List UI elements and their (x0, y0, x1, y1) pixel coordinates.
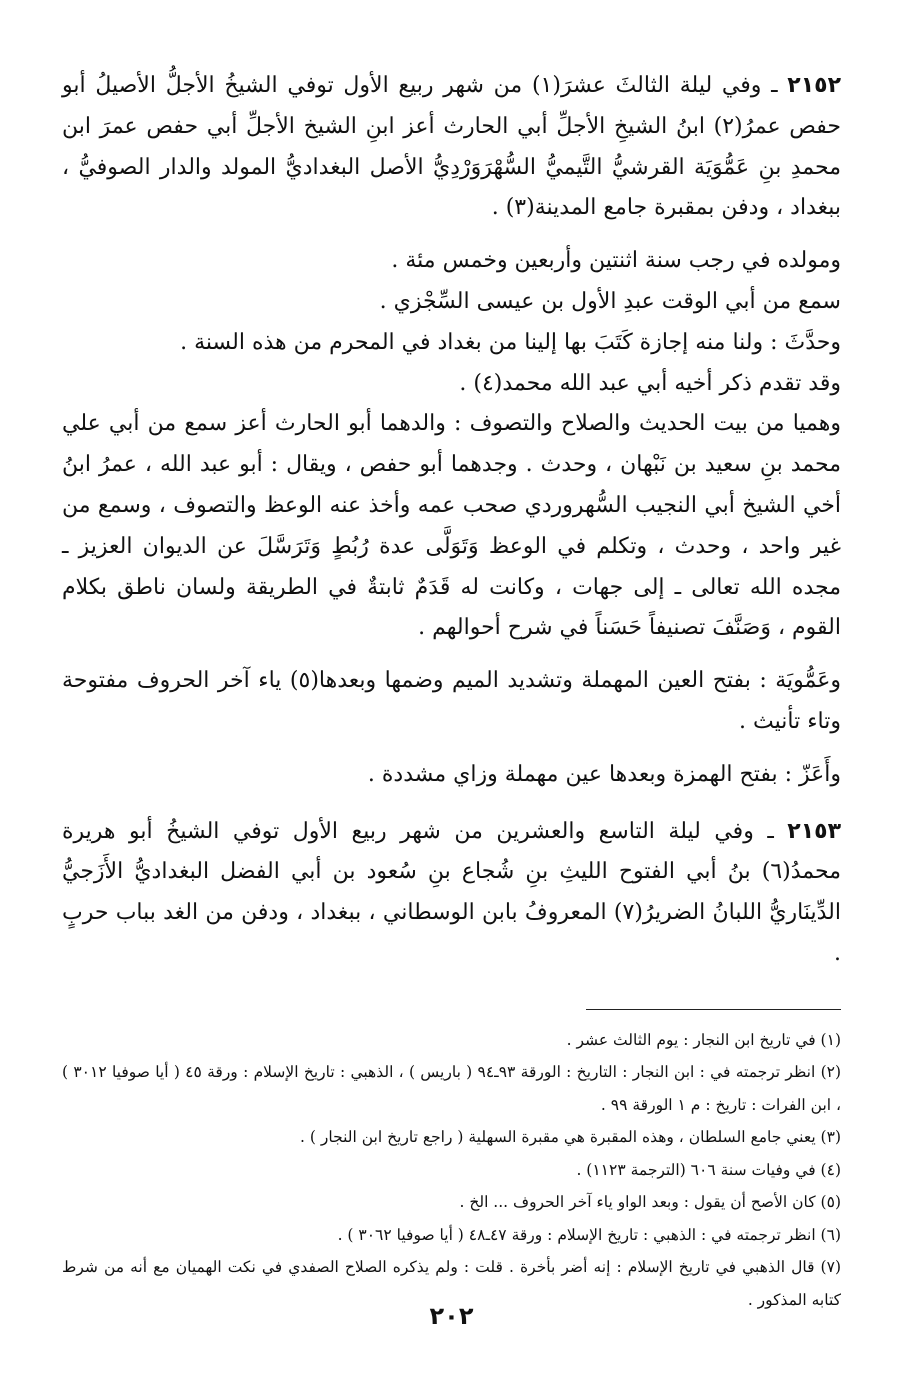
footnote-7: (٧) قال الذهبي في تاريخ الإسلام : إنه أضر بأخرة . قلت : ولم يذكره الصلاح الصفدي في نكت الهميان مع أنه من شرط كتابه المذكور . (62, 1258, 841, 1309)
page-number: ٢٠٢ (429, 1302, 474, 1330)
entry-number: ٢١٥٢ (787, 73, 841, 98)
footnote-4: (٤) في وفيات سنة ٦٠٦ (الترجمة ١١٢٣) . (576, 1160, 841, 1179)
footnote-1: (١) في تاريخ ابن النجار : يوم الثالث عشر . (566, 1030, 841, 1049)
entry-text: ـ وفي ليلة التاسع والعشرين من شهر ربيع الأول توفي الشيخُ أبو هريرة محمدُ(٦) بنُ أبي الفتوح الليثِ بنِ شُجاع بنِ سُعود بن أبي الفضل البغداديُّ الأَزَجيُّ الدِّينَاريُّ اللبانُ الضريرُ(٧) المعروفُ بابن الوسطاني ، ببغداد ، ودفن من الغد بباب حربٍ . (62, 818, 841, 966)
paragraph-family: وهميا من بيت الحديث والصلاح والتصوف : والدهما أبو الحارث أعز سمع من أبي علي محمد بنِ سعيد بن نَبْهان ، وحدث . وجدهما أبو حفص ، ويقال : أبو عبد الله ، عمرُ ابنُ أخي الشيخ أبي النجيب السُّهروردي صحب عمه وأخذ عنه الوعظ والتصوف ، وسمع من غير واحد ، وحدث ، وتكلم في الوعظ وَتَوَلَّى عدة رُبُطٍ وَتَرَسَّلَ عن الديوان العزيز ـ مجده الله تعالى ـ إلى جهات ، وكانت له قَدَمٌ ثابتةٌ في الطريقة ولسان ناطق بكلام القوم ، وَصَنَّفَ تصنيفاً حَسَناً في شرح أحوالهم . (62, 411, 841, 641)
footnote-2: (٢) انظر ترجمته في : ابن النجار : التاريخ : الورقة ٩٣ـ٩٤ ( باريس ) ، الذهبي : تاريخ الإسلام : ورقة ٤٥ ( أيا صوفيا ٣٠١٢ ) ، ابن الفرات : تاريخ : م ١ الورقة ٩٩ . (62, 1063, 842, 1114)
footnote-6: (٦) انظر ترجمته في : الذهبي : تاريخ الإسلام : ورقة ٤٧ـ٤٨ ( أيا صوفيا ٣٠٦٢ ) . (337, 1225, 841, 1244)
footnotes (62, 1024, 841, 1317)
footnote-divider (586, 1009, 841, 1010)
entry-2153 (62, 812, 841, 975)
entry-number: ٢١٥٣ (787, 818, 841, 844)
entry-text: ـ وفي ليلة الثالثَ عشرَ(١) من شهر ربيع الأول توفي الشيخُ الأجلُّ الأصيلُ أبو حفص عمرُ(٢) ابنُ الشيخِ الأجلِّ أبي الحارث أعز ابنِ الشيخ الأجلِّ أبي حفص عمرَ ابن محمدِ بنِ عَمُّوَيَة القرشيُّ التَّيميُّ السُّهْرَوَرْدِيُّ الأصل البغداديُّ المولد والدار الصوفيُّ ، ببغداد ، ودفن بمقبرة جامع المدينة(٣) . (62, 73, 841, 221)
paragraph-birth: ومولده في رجب سنة اثنتين وأربعين وخمس مئة . (391, 248, 841, 274)
paragraph-ammuya: وعَمُّويَة : بفتح العين المهملة وتشديد الميم وضمها وبعدها(٥) ياء آخر الحروف مفتوحة وتاء تأنيث . (62, 668, 841, 734)
footnote-3: (٣) يعني جامع السلطان ، وهذه المقبرة هي مقبرة السهلية ( راجع تاريخ ابن النجار ) . (300, 1128, 841, 1147)
paragraph-aazz: وأَعَزّ : بفتح الهمزة وبعدها عين مهملة وزاي مشددة . (367, 761, 841, 787)
paragraph-mention: وقد تقدم ذكر أخيه أبي عبد الله محمد(٤) . (459, 370, 841, 396)
footnote-5: (٥) كان الأصح أن يقول : وبعد الواو ياء آخر الحروف ... الخ . (459, 1193, 841, 1212)
paragraph-heard: سمع من أبي الوقت عبدِ الأول بن عيسى السِّجْزي . (379, 288, 841, 314)
main-text (62, 66, 841, 975)
entry-2152 (62, 66, 841, 229)
paragraph-narrated: وحدَّثَ : ولنا منه إجازة كَتَبَ بها إلينا من بغداد في المحرم من هذه السنة . (180, 329, 841, 355)
